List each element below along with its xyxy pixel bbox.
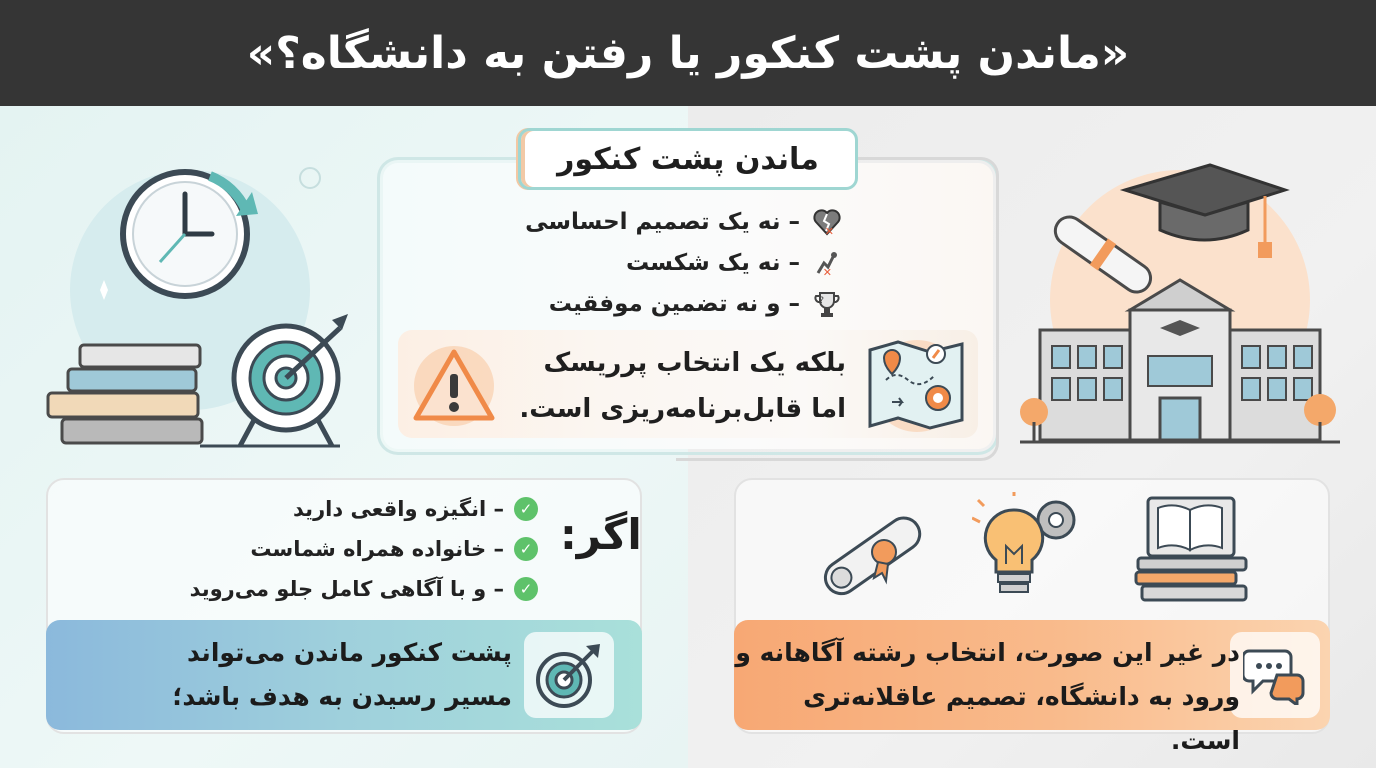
staying-banner-text xyxy=(172,631,512,719)
staying-banner xyxy=(46,620,642,730)
chat-bubbles-icon xyxy=(1230,632,1320,718)
alternative-banner-line1: در غیر این صورت، انتخاب رشته آگاهانه و xyxy=(735,638,1240,667)
svg-text:✕: ✕ xyxy=(822,266,832,277)
point-text: – نه یک شکست xyxy=(625,250,800,276)
risk-summary-line2: اما قابل‌برنامه‌ریزی است. xyxy=(519,394,846,424)
clock-target-books-illustration xyxy=(40,150,370,460)
diploma-icon xyxy=(812,500,932,610)
header-bar xyxy=(0,0,1376,106)
target-arrow-icon xyxy=(524,632,614,718)
point-text: – نه یک تصمیم احساسی xyxy=(525,209,800,235)
staying-banner-line1: پشت کنکور ماندن می‌تواند xyxy=(186,638,512,667)
broken-heart-icon xyxy=(810,207,844,237)
staying-banner-line2: مسیر رسیدن به هدف باشد؛ xyxy=(172,682,512,711)
condition-text: – خانواده همراه شماست xyxy=(250,537,504,561)
condition-item xyxy=(250,534,538,564)
central-title-pill xyxy=(518,128,858,190)
condition-text: – و با آگاهی کامل جلو می‌روید xyxy=(189,577,504,601)
central-title: ماندن پشت کنکور xyxy=(557,141,819,177)
risk-summary-text xyxy=(516,340,846,432)
check-icon: ✓ xyxy=(514,537,538,561)
condition-text: – انگیزه واقعی دارید xyxy=(293,497,504,521)
conditions-heading: اگر: xyxy=(560,510,642,559)
page-title: «ماندن پشت کنکور یا رفتن به دانشگاه؟» xyxy=(246,27,1130,79)
svg-text:✕: ✕ xyxy=(824,225,834,236)
point-no-guarantee xyxy=(549,287,844,321)
laptop-books-icon xyxy=(1134,494,1250,606)
point-not-failure xyxy=(626,246,844,280)
trophy-question-icon xyxy=(810,289,844,319)
condition-item xyxy=(190,574,538,604)
alternative-banner-text xyxy=(734,631,1240,763)
alternative-banner-line2: ورود به دانشگاه، تصمیم عاقلانه‌تری است. xyxy=(803,682,1240,755)
alternative-banner xyxy=(734,620,1330,755)
condition-item xyxy=(293,494,538,524)
check-icon: ✓ xyxy=(514,497,538,521)
check-icon: ✓ xyxy=(514,577,538,601)
risk-summary-line1: بلکه یک انتخاب پرریسک xyxy=(543,348,846,378)
lightbulb-gear-icon xyxy=(972,492,1082,606)
warning-icon xyxy=(408,344,500,426)
map-plan-icon xyxy=(862,336,972,432)
point-text: – و نه تضمین موفقیت xyxy=(548,291,800,317)
university-building-illustration xyxy=(1020,160,1340,450)
broken-figure-icon xyxy=(810,248,844,278)
svg-text:?: ? xyxy=(819,296,824,306)
point-not-emotional xyxy=(525,205,844,239)
